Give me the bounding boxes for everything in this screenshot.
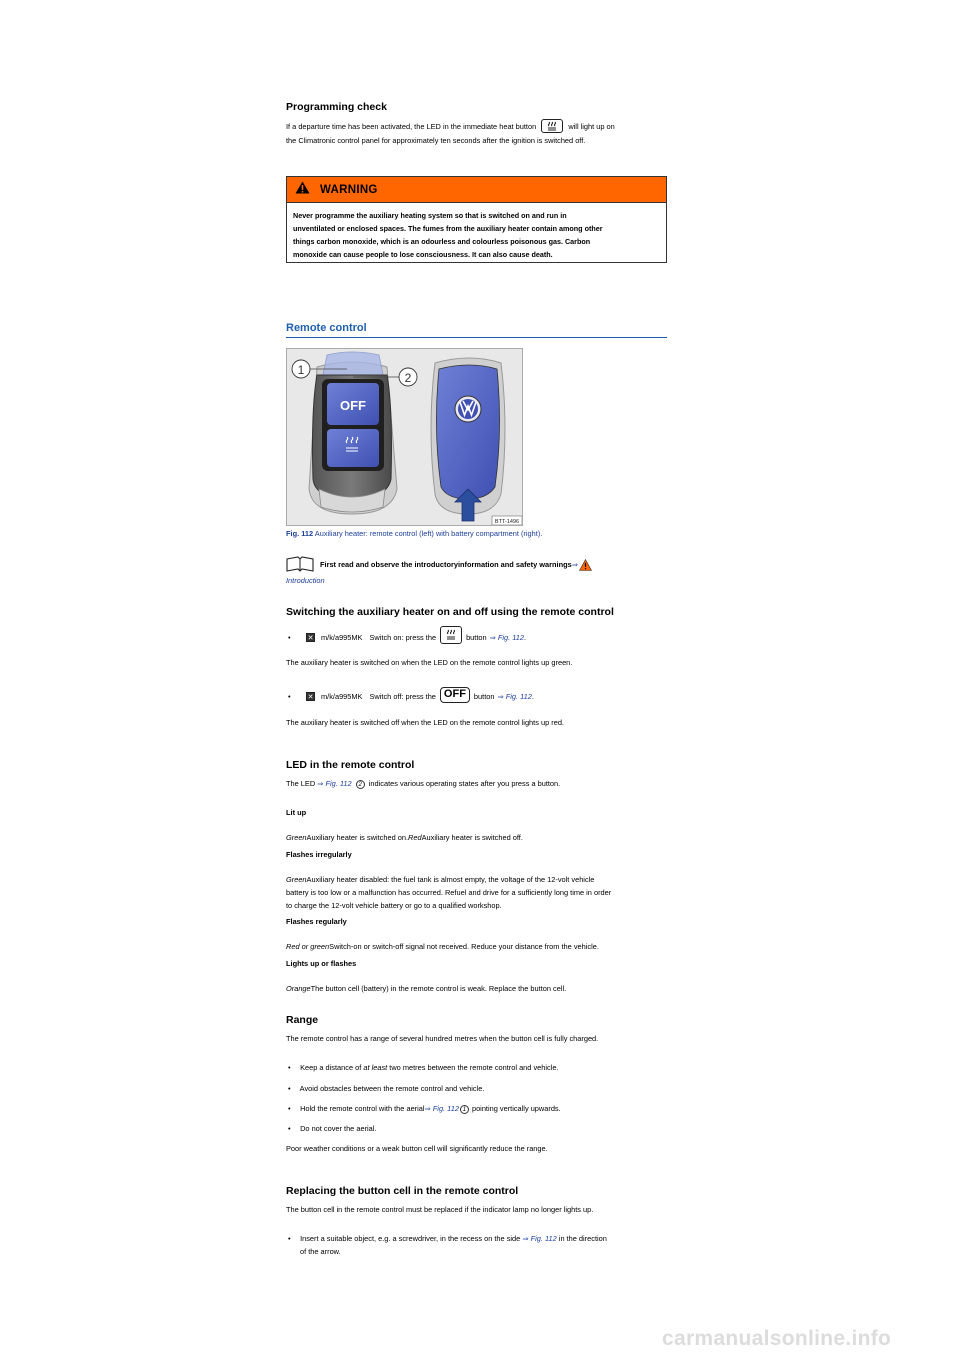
- figure-callout-2: 2: [404, 371, 412, 385]
- switch-on-result: The auxiliary heater is switched on when the LED on the remote control lights up green.: [286, 658, 573, 667]
- orange-desc: The button cell (battery) in the remote control is weak. Replace the button cell.: [310, 984, 567, 993]
- regular-text: [286, 940, 599, 953]
- switch-off-result: The auxiliary heater is switched off when the LED on the remote control lights up red.: [286, 718, 564, 727]
- range-b2: Avoid obstacles between the remote control and vehicle.: [299, 1084, 485, 1093]
- programming-text-line1: [286, 120, 686, 134]
- replace-b1-a: Insert a suitable object, e.g. a screwdriver, in the recess on the side: [300, 1234, 521, 1243]
- replace-b1-c: of the arrow.: [300, 1247, 341, 1256]
- figure-caption-text: Auxiliary heater: remote control (left) with battery compartment (right).: [314, 529, 543, 538]
- replace-intro: The button cell in the remote control must be replaced if the indicator lamp no longer lights up.: [286, 1205, 594, 1214]
- replace-title: Replacing the button cell in the remote control: [286, 1185, 519, 1197]
- range-b1-b: two metres between the remote control and vehicle.: [389, 1063, 559, 1072]
- read-first-arrow[interactable]: ⇒: [571, 559, 578, 569]
- replace-b1-b: in the direction: [558, 1234, 607, 1243]
- introduction-link[interactable]: Introduction: [286, 576, 325, 585]
- book-icon: [286, 556, 314, 572]
- heat-button-icon: [440, 626, 462, 644]
- switch-on-code: m/k/a995MK: [321, 632, 363, 642]
- programming-text-a: If a departure time has been activated, the LED in the immediate heat button: [286, 122, 537, 131]
- callout-2-icon: 2: [356, 780, 365, 789]
- warning-line: monoxide can cause people to lose consciousness. It can also cause death.: [293, 250, 553, 259]
- range-title: Range: [286, 1014, 319, 1026]
- lit-up-text: [286, 831, 523, 844]
- reg-color-label: Red or green: [286, 942, 330, 951]
- range-b1-italic: at least: [363, 1063, 388, 1072]
- irreg-line1: Auxiliary heater disabled: the fuel tank is almost empty, the voltage of the 12-volt vehicle: [306, 875, 595, 884]
- warning-line: things carbon monoxide, which is an odourless and colourless poisonous gas. Carbon: [293, 237, 591, 246]
- programming-text-b: will light up on: [568, 122, 615, 131]
- switch-off-text: Switch off: press the: [369, 691, 436, 701]
- switch-off-fig-link[interactable]: ⇒ Fig. 112: [497, 691, 532, 701]
- figure-caption: [286, 527, 542, 540]
- range-b3-b: pointing vertically upwards.: [471, 1104, 561, 1113]
- watermark: carmanualsonline.info: [662, 1327, 892, 1350]
- off-button-icon: OFF: [440, 687, 470, 703]
- switch-on-button-word: button: [466, 632, 487, 642]
- flashes-irregularly-heading: Flashes irregularly: [286, 850, 352, 859]
- figure-off-label: OFF: [340, 398, 366, 413]
- bullet: •: [288, 1063, 291, 1072]
- lit-red-label: Red: [408, 833, 422, 842]
- warning-box: [286, 176, 667, 263]
- led-intro-b: indicates various operating states after you press a button.: [368, 779, 561, 788]
- warning-header: [287, 177, 666, 203]
- range-intro: The remote control has a range of several hundred metres when the button cell is fully charged.: [286, 1034, 599, 1043]
- bullet: •: [288, 1124, 291, 1133]
- placeholder-image-icon: ✕: [307, 693, 314, 701]
- figure-callout-1: 1: [297, 363, 305, 377]
- led-title: LED in the remote control: [286, 759, 415, 771]
- irregular-text: [286, 873, 611, 912]
- led-fig-link[interactable]: ⇒ Fig. 112: [317, 779, 352, 788]
- period: .: [524, 632, 527, 642]
- lit-green-label: Green: [286, 833, 307, 842]
- replace-bullet-1: [286, 1232, 607, 1258]
- warning-text: [287, 203, 666, 261]
- warning-title: WARNING: [320, 183, 378, 196]
- switch-on-fig-link[interactable]: ⇒ Fig. 112: [489, 632, 525, 642]
- flashes-regularly-heading: Flashes regularly: [286, 917, 347, 926]
- irreg-line2: battery is too low or a malfunction has occurred. Refuel and drive for a sufficiently long time in order: [286, 888, 612, 897]
- irreg-green-label: Green: [286, 875, 307, 884]
- range-bullet-3: [286, 1102, 561, 1115]
- orange-label: Orange: [286, 984, 311, 993]
- remote-control-section-title: Remote control: [286, 322, 667, 338]
- bullet: •: [288, 691, 291, 701]
- range-bullet-4: [286, 1122, 376, 1135]
- range-b4: Do not cover the aerial.: [300, 1124, 377, 1133]
- irreg-line3: to charge the 12-volt vehicle battery or go to a qualified workshop.: [286, 901, 502, 910]
- reg-text: Switch-on or switch-off signal not received. Reduce your distance from the vehicle.: [329, 942, 599, 951]
- warning-triangle-icon: [295, 181, 310, 199]
- switch-on-text: Switch on: press the: [369, 632, 437, 642]
- bullet: •: [288, 1104, 291, 1113]
- warning-line: unventilated or enclosed spaces. The fumes from the auxiliary heater contain among other: [293, 224, 603, 233]
- switch-on-item: [286, 628, 526, 646]
- led-intro-a: The LED: [286, 779, 316, 788]
- range-bullet-1: [286, 1061, 559, 1074]
- warning-line: Never programme the auxiliary heating system so that is switched on and run in: [293, 211, 567, 220]
- remote-control-figure: [286, 348, 523, 526]
- lights-or-flashes-heading: Lights up or flashes: [286, 959, 357, 968]
- switching-title: Switching the auxiliary heater on and off using the remote control: [286, 606, 614, 618]
- immediate-heat-button-icon: [541, 119, 563, 133]
- warning-small-icon[interactable]: [579, 558, 592, 570]
- range-outro: Poor weather conditions or a weak button cell will significantly reduce the range.: [286, 1144, 548, 1153]
- orange-text: [286, 982, 566, 995]
- range-b1-a: Keep a distance of: [300, 1063, 362, 1072]
- bullet: •: [288, 632, 291, 642]
- range-b3-a: Hold the remote control with the aerial: [300, 1104, 425, 1113]
- programming-title: Programming check: [286, 101, 387, 113]
- lit-up-heading: Lit up: [286, 808, 307, 817]
- read-first-line: [286, 556, 592, 572]
- figure-code: BTT-1496: [494, 519, 520, 525]
- remote-control-illustration: [287, 349, 523, 526]
- programming-text-line2: the Climatronic control panel for approximately ten seconds after the ignition is switched off.: [286, 136, 586, 145]
- period: .: [531, 691, 534, 701]
- switch-off-code: m/k/a995MK: [321, 691, 363, 701]
- led-intro: [286, 777, 560, 790]
- figure-caption-number: Fig. 112: [286, 529, 314, 538]
- range-bullet-2: [286, 1082, 484, 1095]
- bullet: •: [288, 1084, 291, 1093]
- switch-off-item: [286, 688, 534, 704]
- read-first-text: First read and observe the introductoryinformation and safety warnings: [320, 559, 572, 569]
- switch-off-button-word: button: [473, 691, 495, 701]
- lit-red-text: Auxiliary heater is switched off.: [421, 833, 523, 842]
- placeholder-image-icon: ✕: [307, 634, 314, 642]
- callout-1-icon: 1: [460, 1105, 469, 1114]
- lit-green-text: Auxiliary heater is switched on.: [306, 833, 409, 842]
- range-fig-link[interactable]: ⇒ Fig. 112: [424, 1104, 459, 1113]
- replace-fig-link[interactable]: ⇒ Fig. 112: [522, 1234, 557, 1243]
- bullet: •: [288, 1234, 291, 1243]
